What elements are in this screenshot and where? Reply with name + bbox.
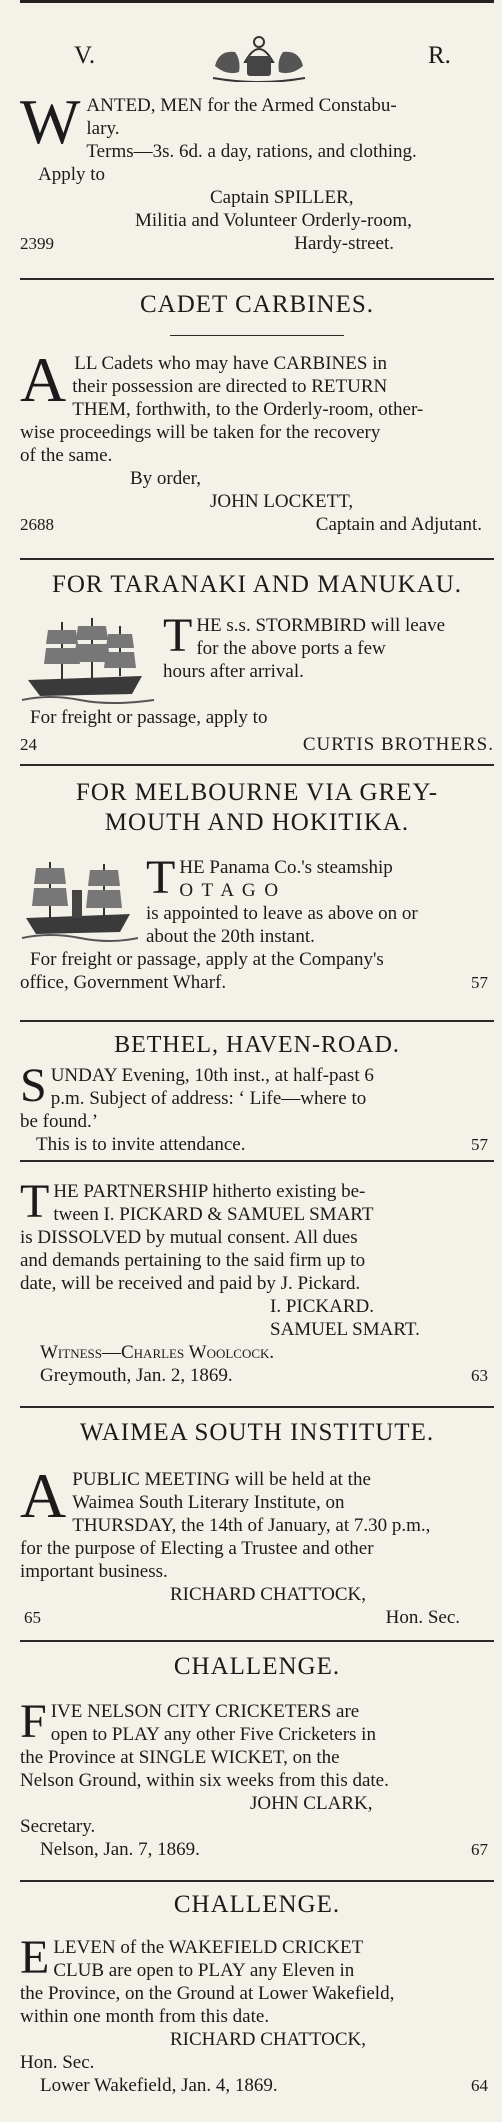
ad-text: date, will be received and paid by J. Pickard. [20, 1273, 361, 1294]
ad-text: THEM, forthwith, to the Orderly-room, other- [72, 399, 424, 420]
ad-title: MOUTH AND HOKITIKA. [104, 809, 410, 836]
ad-text: HE s.s. STORMBIRD will leave [196, 615, 446, 636]
witness-line: Witness—Charles Woolcock. [40, 1342, 275, 1363]
ad-waimea-body [20, 1460, 494, 1629]
ad-text: ANTED, MEN for the Armed Constabu- [86, 95, 397, 116]
ad-text: lary. [86, 118, 120, 139]
ad-constabulary [20, 86, 494, 255]
ad-cadet-carbines [20, 290, 494, 320]
ad-text: the Province, on the Ground at Lower Wakefield, [20, 1983, 395, 2004]
header-left: V. [74, 42, 96, 69]
ad-text: is appointed to leave as above on or [146, 903, 418, 924]
ad-taranaki-manukau [20, 570, 494, 600]
ad-text: IVE NELSON CITY CRICKETERS are [50, 1701, 360, 1722]
signatory-name: JOHN LOCKETT, [210, 491, 354, 512]
signatory-name: JOHN CLARK, [250, 1793, 373, 1814]
ad-text: Nelson Ground, within six weeks from this date. [20, 1770, 389, 1791]
ad-text: By order, [130, 468, 201, 489]
drop-cap: W [20, 86, 81, 157]
divider [20, 1880, 494, 1882]
ad-text: within one month from this date. [20, 2006, 270, 2027]
ad-text: for the above ports a few [196, 638, 386, 659]
ad-text: Greymouth, Jan. 2, 1869. [40, 1365, 233, 1386]
ad-text: Waimea South Literary Institute, on [72, 1492, 345, 1513]
ad-text: important business. [20, 1561, 168, 1582]
ad-text: Nelson, Jan. 7, 1869. [40, 1839, 200, 1860]
divider [20, 278, 494, 280]
ad-number: 2688 [20, 515, 54, 534]
signatory-role: Secretary. [20, 1816, 96, 1837]
ad-title: CHALLENGE. [173, 1891, 341, 1918]
signatory-role: Hon. Sec. [20, 2052, 95, 2073]
ad-number: 57 [471, 973, 488, 992]
ad-title: BETHEL, HAVEN-ROAD. [114, 1032, 400, 1058]
signatory-name: SAMUEL SMART. [270, 1319, 420, 1340]
drop-cap: T [146, 851, 176, 904]
drop-cap: A [20, 344, 67, 415]
divider [20, 1160, 494, 1162]
ad-text: the Province at SINGLE WICKET, on the [20, 1747, 340, 1768]
signatory-name: RICHARD CHATTOCK, [170, 2029, 367, 2050]
ad-cadet-body [20, 344, 494, 536]
header-right: R. [428, 42, 451, 69]
drop-cap: F [20, 1695, 47, 1748]
ad-text: about the 20th instant. [146, 926, 315, 947]
ad-text: Lower Wakefield, Jan. 4, 1869. [40, 2075, 278, 2096]
ad-title: CADET CARBINES. [139, 291, 374, 318]
ad-number: 65 [24, 1608, 41, 1627]
ad-text: their possession are directed to RETURN [72, 376, 388, 397]
drop-cap: E [20, 1931, 50, 1984]
signatory-name: RICHARD CHATTOCK, [170, 1584, 367, 1605]
divider [20, 764, 494, 766]
ad-challenge-wakefield-body [20, 1931, 494, 2097]
drop-cap: T [163, 609, 193, 662]
ad-text: CLUB are open to PLAY any Eleven in [53, 1960, 355, 1981]
ad-number: 24 [20, 735, 37, 754]
divider [20, 1020, 494, 1022]
ad-text: tween I. PICKARD & SAMUEL SMART [53, 1204, 374, 1225]
ad-number: 67 [471, 1840, 488, 1859]
contact-name: Captain SPILLER, [210, 187, 354, 208]
ad-partnership [20, 1175, 494, 1387]
ad-taranaki-body [20, 609, 494, 756]
ad-text: For freight or passage, apply to [30, 707, 268, 728]
ad-text: PUBLIC MEETING will be held at the [72, 1469, 371, 1490]
ad-text: LEVEN of the WAKEFIELD CRICKET [53, 1937, 364, 1958]
ad-text: This is to invite attendance. [36, 1134, 246, 1155]
ad-number: 57 [471, 1135, 488, 1154]
ad-number: 64 [471, 2076, 488, 2095]
ad-text: and demands pertaining to the said firm up to [20, 1250, 366, 1271]
ad-melbourne-body [20, 851, 494, 994]
steamship-icon [20, 856, 138, 944]
ad-text: Militia and Volunteer Orderly-room, [135, 210, 412, 231]
drop-cap: S [20, 1059, 47, 1112]
ad-number: 63 [471, 1366, 488, 1385]
ad-challenge-nelson-body [20, 1695, 494, 1861]
ad-text: HE PARTNERSHIP hitherto existing be- [53, 1181, 366, 1202]
newspaper-column [20, 0, 494, 2122]
divider [20, 1406, 494, 1408]
ad-text: of the same. [20, 445, 113, 466]
royal-coat-of-arms-icon [205, 32, 313, 82]
agent-name: CURTIS BROTHERS. [302, 734, 494, 755]
masthead-vr [20, 32, 494, 82]
ad-title: FOR MELBOURNE VIA GREY- [75, 779, 439, 806]
ad-text: Terms—3s. 6d. a day, rations, and clothing. [86, 141, 417, 162]
ad-text: UNDAY Evening, 10th inst., at half-past 6 [50, 1065, 374, 1086]
vessel-name: O T A G O [179, 880, 281, 901]
ad-melbourne [20, 778, 494, 838]
divider [20, 1640, 494, 1642]
ad-text: THURSDAY, the 14th of January, at 7.30 p.m., [72, 1515, 431, 1536]
ad-text: Apply to [38, 164, 106, 185]
divider [20, 558, 494, 560]
ad-text: Hardy-street. [294, 233, 394, 254]
signatory-role: Hon. Sec. [385, 1607, 460, 1628]
ad-challenge-nelson [20, 1652, 494, 1682]
ad-waimea [20, 1418, 494, 1448]
ad-text: for the purpose of Electing a Trustee and other [20, 1538, 374, 1559]
ad-number: 2399 [20, 234, 54, 253]
ad-title: FOR TARANAKI AND MANUKAU. [51, 571, 463, 598]
ad-challenge-wakefield [20, 1890, 494, 1920]
short-divider [170, 335, 344, 336]
ad-text: For freight or passage, apply at the Company's [30, 949, 384, 970]
ad-text: wise proceedings will be taken for the recovery [20, 422, 381, 443]
ad-text: open to PLAY any other Five Cricketers in [50, 1724, 376, 1745]
ad-text: hours after arrival. [163, 661, 304, 682]
ad-text: p.m. Subject of address: ‘ Life—where to [50, 1088, 367, 1109]
ad-text: be found.’ [20, 1111, 99, 1132]
ad-text: office, Government Wharf. [20, 972, 227, 993]
ad-text: is DISSOLVED by mutual consent. All dues [20, 1227, 358, 1248]
top-rule [20, 0, 494, 3]
sailing-ship-icon [20, 614, 155, 706]
ad-text: LL Cadets who may have CARBINES in [74, 353, 387, 374]
ad-bethel [20, 1030, 494, 1156]
drop-cap: A [20, 1460, 67, 1531]
ad-text: HE Panama Co.'s steamship [179, 857, 393, 878]
drop-cap: T [20, 1175, 50, 1228]
ad-title: WAIMEA SOUTH INSTITUTE. [79, 1419, 435, 1446]
signatory-role: Captain and Adjutant. [315, 514, 482, 535]
signatory-name: I. PICKARD. [270, 1296, 374, 1317]
ad-title: CHALLENGE. [173, 1653, 341, 1680]
